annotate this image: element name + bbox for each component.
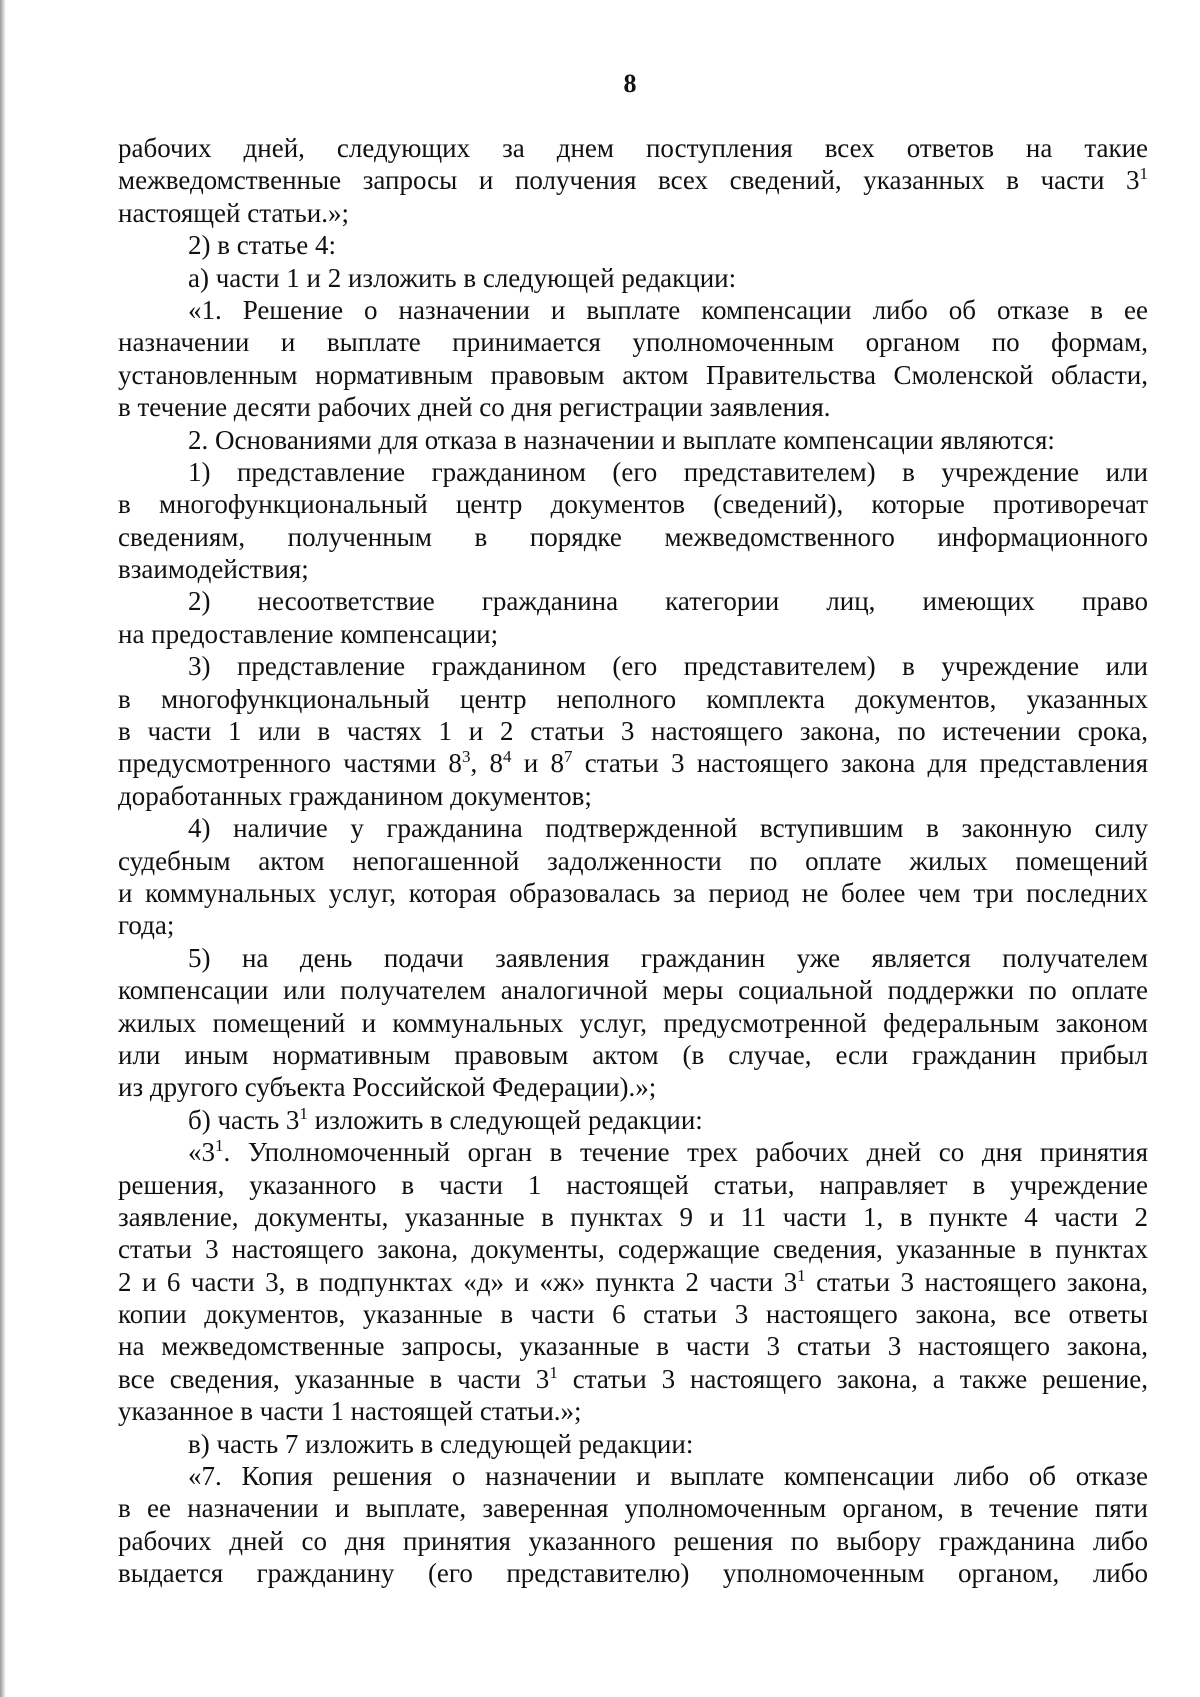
text-line: жилых помещений и коммунальных услуг, предусмотренной федеральным законом: [118, 1007, 1148, 1038]
text-line: взаимодействия;: [118, 554, 309, 585]
text-line: на межведомственные запросы, указанные в части 3 статьи 3 настоящего закона,: [118, 1331, 1148, 1362]
text-line: рабочих дней, следующих за днем поступления всех ответов на такие: [118, 133, 1148, 163]
text-line: «$3^1$. Уполномоченный орган в течение трех рабочих дней со дня принятия: [188, 1136, 1148, 1168]
text-line: «1. Решение о назначении и выплате компенсации либо об отказе в ее: [188, 294, 1148, 325]
text-line: решения, указанного в части 1 настоящей статьи, направляет в учреждение: [118, 1169, 1148, 1200]
text-line: установленным нормативным правовым актом Правительства Смоленской области,: [118, 359, 1148, 390]
scan-edge-shadow: [0, 0, 6, 1697]
text-line: заявление, документы, указанные в пунктах 9 и 11 части 1, в пункте 4 части 2: [118, 1201, 1148, 1232]
text-line: выдается гражданину (его представителю) уполномоченным органом, либо: [118, 1558, 1148, 1589]
text-line: или иным нормативным правовым актом (в случае, если гражданин прибыл: [118, 1039, 1148, 1070]
text-line: 3) представление гражданином (его представителем) в учреждение или: [188, 651, 1148, 682]
text-line: на предоставление компенсации;: [118, 618, 499, 649]
text-line: в части 1 или в частях 1 и 2 статьи 3 настоящего закона, по истечении срока,: [118, 716, 1148, 747]
text-line: б) часть $3^1$ изложить в следующей редакции:: [188, 1103, 703, 1135]
text-line: года;: [118, 910, 175, 941]
text-line: сведениям, полученным в порядке межведомственного информационного: [118, 521, 1148, 552]
text-line: а) части 1 и 2 изложить в следующей редакции:: [188, 262, 737, 293]
text-line: 4) наличие у гражданина подтвержденной вступившим в законную силу: [188, 813, 1148, 844]
text-line: все сведения, указанные в части $3^1$ статьи 3 настоящего закона, а также решение,: [118, 1362, 1148, 1394]
text-line: судебным актом непогашенной задолженности по оплате жилых помещений: [118, 845, 1148, 876]
text-line: 5) на день подачи заявления гражданин уже является получателем: [188, 942, 1148, 973]
text-line: в многофункциональный центр документов (сведений), которые противоречат: [118, 489, 1148, 520]
text-line: в многофункциональный центр неполного комплекта документов, указанных: [118, 683, 1148, 714]
text-line: 2. Основаниями для отказа в назначении и выплате компенсации являются:: [188, 424, 1055, 455]
text-line: настоящей статьи.»;: [118, 197, 349, 228]
text-line: предусмотренного частями $8^3$, $8^4$ и $8^7$ статьи 3 настоящего закона для представления: [118, 747, 1149, 779]
text-line: 2 и 6 части 3, в подпунктах «д» и «ж» пункта 2 части $3^1$ статьи 3 настоящего закона,: [118, 1265, 1148, 1297]
text-line: из другого субъекта Российской Федерации).»;: [118, 1072, 657, 1103]
text-line: рабочих дней со дня принятия указанного решения по выбору гражданина либо: [118, 1525, 1148, 1556]
text-line: доработанных гражданином документов;: [118, 780, 592, 811]
document-body: [118, 132, 1148, 1590]
text-line: копии документов, указанные в части 6 статьи 3 настоящего закона, все ответы: [118, 1299, 1148, 1330]
text-line: 2) несоответствие гражданина категории лиц, имеющих право: [188, 586, 1148, 617]
text-line: указанное в части 1 настоящей статьи.»;: [118, 1396, 582, 1427]
text-line: и коммунальных услуг, которая образовалась за период не более чем три последних: [118, 877, 1148, 908]
text-line: назначении и выплате принимается уполномоченным органом по формам,: [118, 327, 1148, 358]
text-line: 2) в статье 4:: [188, 230, 336, 261]
text-line: межведомственные запросы и получения всех сведений, указанных в части $3^1$: [118, 164, 1148, 196]
text-line: «7. Копия решения о назначении и выплате компенсации либо об отказе: [188, 1461, 1148, 1492]
text-line: статьи 3 настоящего закона, документы, содержащие сведения, указанные в пунктах: [118, 1234, 1148, 1265]
page-number: 8: [623, 69, 637, 98]
text-line: 1) представление гражданином (его представителем) в учреждение или: [188, 456, 1148, 487]
text-line: в ее назначении и выплате, заверенная уполномоченным органом, в течение пяти: [118, 1493, 1148, 1524]
text-line: компенсации или получателем аналогичной меры социальной поддержки по оплате: [118, 975, 1148, 1006]
text-line: в течение десяти рабочих дней со дня регистрации заявления.: [118, 392, 831, 423]
text-line: в) часть 7 изложить в следующей редакции:: [188, 1428, 694, 1459]
